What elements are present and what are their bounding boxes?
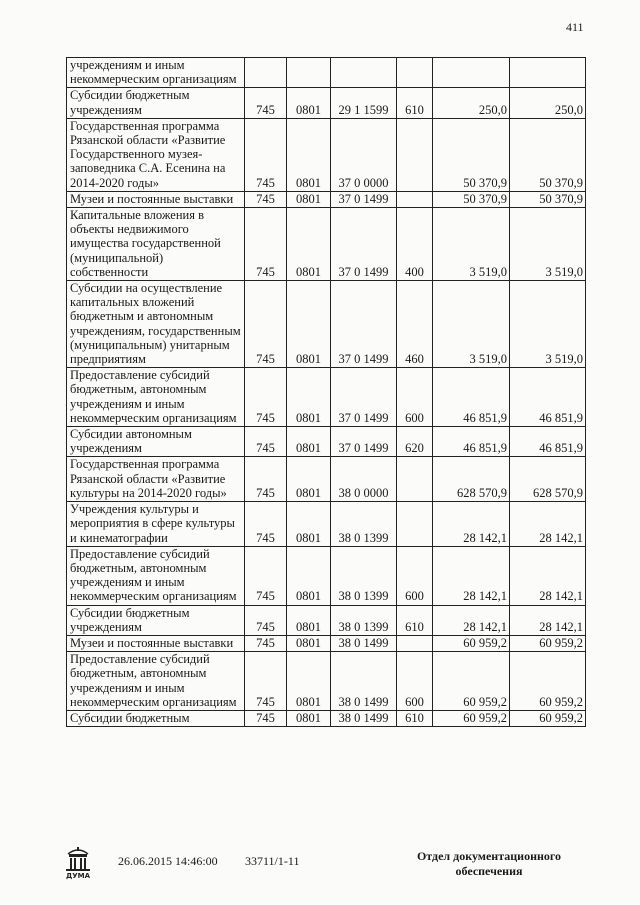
cell-name: Предоставление субсидий бюджетным, автономным учреждениям и иным некоммерческим организациям (67, 652, 245, 711)
cell-rz: 0801 (287, 546, 331, 605)
cell-gr: 745 (245, 191, 287, 207)
cell-cs: 37 0 1499 (331, 208, 397, 281)
cell-rz (287, 58, 331, 88)
table-row (67, 457, 586, 502)
cell-sum2: 628 570,9 (510, 457, 586, 502)
cell-vr: 610 (397, 710, 433, 726)
cell-sum2: 3 519,0 (510, 208, 586, 281)
cell-cs: 37 0 1499 (331, 281, 397, 368)
footer-datetime: 26.06.2015 14:46:00 (118, 854, 218, 868)
svg-text:ДУМА: ДУМА (65, 872, 91, 880)
cell-name: Государственная программа Рязанской области «Развитие культуры на 2014-2020 годы» (67, 457, 245, 502)
cell-cs: 38 0 1399 (331, 502, 397, 547)
cell-vr: 460 (397, 281, 433, 368)
cell-rz: 0801 (287, 605, 331, 635)
table-row (67, 635, 586, 651)
cell-cs: 38 0 0000 (331, 457, 397, 502)
cell-sum: 250,0 (433, 88, 510, 118)
cell-gr: 745 (245, 605, 287, 635)
cell-cs (331, 58, 397, 88)
cell-vr: 600 (397, 546, 433, 605)
cell-cs: 38 0 1399 (331, 605, 397, 635)
cell-cs: 38 0 1499 (331, 635, 397, 651)
cell-rz: 0801 (287, 502, 331, 547)
cell-sum2: 28 142,1 (510, 546, 586, 605)
cell-sum: 46 851,9 (433, 427, 510, 457)
cell-sum: 3 519,0 (433, 281, 510, 368)
cell-name: Субсидии бюджетным учреждениям (67, 88, 245, 118)
cell-name: Учреждения культуры и мероприятия в сфере культуры и кинематографии (67, 502, 245, 547)
cell-vr: 620 (397, 427, 433, 457)
cell-name: Субсидии на осуществление капитальных вложений бюджетным и автономным учреждениям, государственным (муниципальным) унитарным предприятиям (67, 281, 245, 368)
cell-sum2: 50 370,9 (510, 191, 586, 207)
cell-vr: 600 (397, 652, 433, 711)
cell-gr: 745 (245, 427, 287, 457)
cell-sum2: 60 959,2 (510, 710, 586, 726)
cell-vr (397, 118, 433, 191)
cell-gr: 745 (245, 652, 287, 711)
cell-rz: 0801 (287, 457, 331, 502)
cell-rz: 0801 (287, 635, 331, 651)
cell-sum: 60 959,2 (433, 652, 510, 711)
cell-sum: 60 959,2 (433, 635, 510, 651)
page-number: 411 (566, 20, 584, 34)
cell-vr (397, 502, 433, 547)
cell-cs: 38 0 1499 (331, 710, 397, 726)
cell-name: учреждениям и иным некоммерческим организациям (67, 58, 245, 88)
cell-sum: 46 851,9 (433, 368, 510, 427)
cell-gr: 745 (245, 546, 287, 605)
cell-rz: 0801 (287, 191, 331, 207)
cell-gr: 745 (245, 502, 287, 547)
cell-cs: 37 0 1499 (331, 191, 397, 207)
cell-sum (433, 58, 510, 88)
cell-sum2: 28 142,1 (510, 605, 586, 635)
cell-cs: 37 0 1499 (331, 368, 397, 427)
cell-gr: 745 (245, 368, 287, 427)
table-row (67, 652, 586, 711)
table-row (67, 502, 586, 547)
cell-vr (397, 457, 433, 502)
cell-gr: 745 (245, 118, 287, 191)
cell-sum: 28 142,1 (433, 546, 510, 605)
cell-cs: 37 0 1499 (331, 427, 397, 457)
page-footer (0, 844, 640, 894)
cell-vr: 400 (397, 208, 433, 281)
table-row (67, 546, 586, 605)
cell-gr: 745 (245, 635, 287, 651)
cell-rz: 0801 (287, 208, 331, 281)
cell-sum2: 46 851,9 (510, 427, 586, 457)
table-row (67, 208, 586, 281)
table-row (67, 191, 586, 207)
cell-sum2 (510, 58, 586, 88)
cell-name: Предоставление субсидий бюджетным, автономным учреждениям и иным некоммерческим организациям (67, 546, 245, 605)
cell-sum: 50 370,9 (433, 191, 510, 207)
table-row (67, 118, 586, 191)
cell-sum: 28 142,1 (433, 502, 510, 547)
cell-vr: 610 (397, 88, 433, 118)
cell-gr (245, 58, 287, 88)
cell-cs: 29 1 1599 (331, 88, 397, 118)
cell-cs: 38 0 1499 (331, 652, 397, 711)
cell-rz: 0801 (287, 88, 331, 118)
cell-rz: 0801 (287, 710, 331, 726)
cell-sum: 60 959,2 (433, 710, 510, 726)
cell-sum: 28 142,1 (433, 605, 510, 635)
cell-gr: 745 (245, 208, 287, 281)
table-row (67, 58, 586, 88)
budget-table (66, 57, 586, 727)
footer-department: Отдел документационного обеспечения (416, 849, 562, 878)
cell-vr (397, 635, 433, 651)
cell-gr: 745 (245, 88, 287, 118)
cell-sum2: 60 959,2 (510, 652, 586, 711)
cell-vr (397, 191, 433, 207)
cell-name: Предоставление субсидий бюджетным, автономным учреждениям и иным некоммерческим организациям (67, 368, 245, 427)
cell-cs: 37 0 0000 (331, 118, 397, 191)
table-row (67, 368, 586, 427)
cell-gr: 745 (245, 457, 287, 502)
cell-sum2: 50 370,9 (510, 118, 586, 191)
cell-vr (397, 58, 433, 88)
cell-cs: 38 0 1399 (331, 546, 397, 605)
cell-rz: 0801 (287, 118, 331, 191)
cell-rz: 0801 (287, 427, 331, 457)
footer-doc-number: 33711/1-11 (245, 854, 300, 868)
duma-emblem-icon (60, 844, 96, 880)
cell-sum2: 3 519,0 (510, 281, 586, 368)
cell-sum: 3 519,0 (433, 208, 510, 281)
table-row (67, 427, 586, 457)
cell-name: Субсидии бюджетным учреждениям (67, 605, 245, 635)
cell-sum: 50 370,9 (433, 118, 510, 191)
cell-sum2: 46 851,9 (510, 368, 586, 427)
cell-vr: 600 (397, 368, 433, 427)
cell-sum2: 60 959,2 (510, 635, 586, 651)
cell-vr: 610 (397, 605, 433, 635)
cell-gr: 745 (245, 710, 287, 726)
cell-name: Музеи и постоянные выставки (67, 191, 245, 207)
cell-sum2: 28 142,1 (510, 502, 586, 547)
cell-name: Государственная программа Рязанской области «Развитие Государственного музея-заповедника С.А. Есенина на 2014-2020 годы» (67, 118, 245, 191)
cell-sum: 628 570,9 (433, 457, 510, 502)
table-row (67, 710, 586, 726)
cell-name: Субсидии бюджетным (67, 710, 245, 726)
table-row (67, 281, 586, 368)
cell-rz: 0801 (287, 652, 331, 711)
cell-name: Субсидии автономным учреждениям (67, 427, 245, 457)
cell-name: Музеи и постоянные выставки (67, 635, 245, 651)
cell-rz: 0801 (287, 368, 331, 427)
cell-rz: 0801 (287, 281, 331, 368)
table-row (67, 605, 586, 635)
cell-name: Капитальные вложения в объекты недвижимого имущества государственной (муниципальной) собственности (67, 208, 245, 281)
cell-sum2: 250,0 (510, 88, 586, 118)
table-row (67, 88, 586, 118)
cell-gr: 745 (245, 281, 287, 368)
